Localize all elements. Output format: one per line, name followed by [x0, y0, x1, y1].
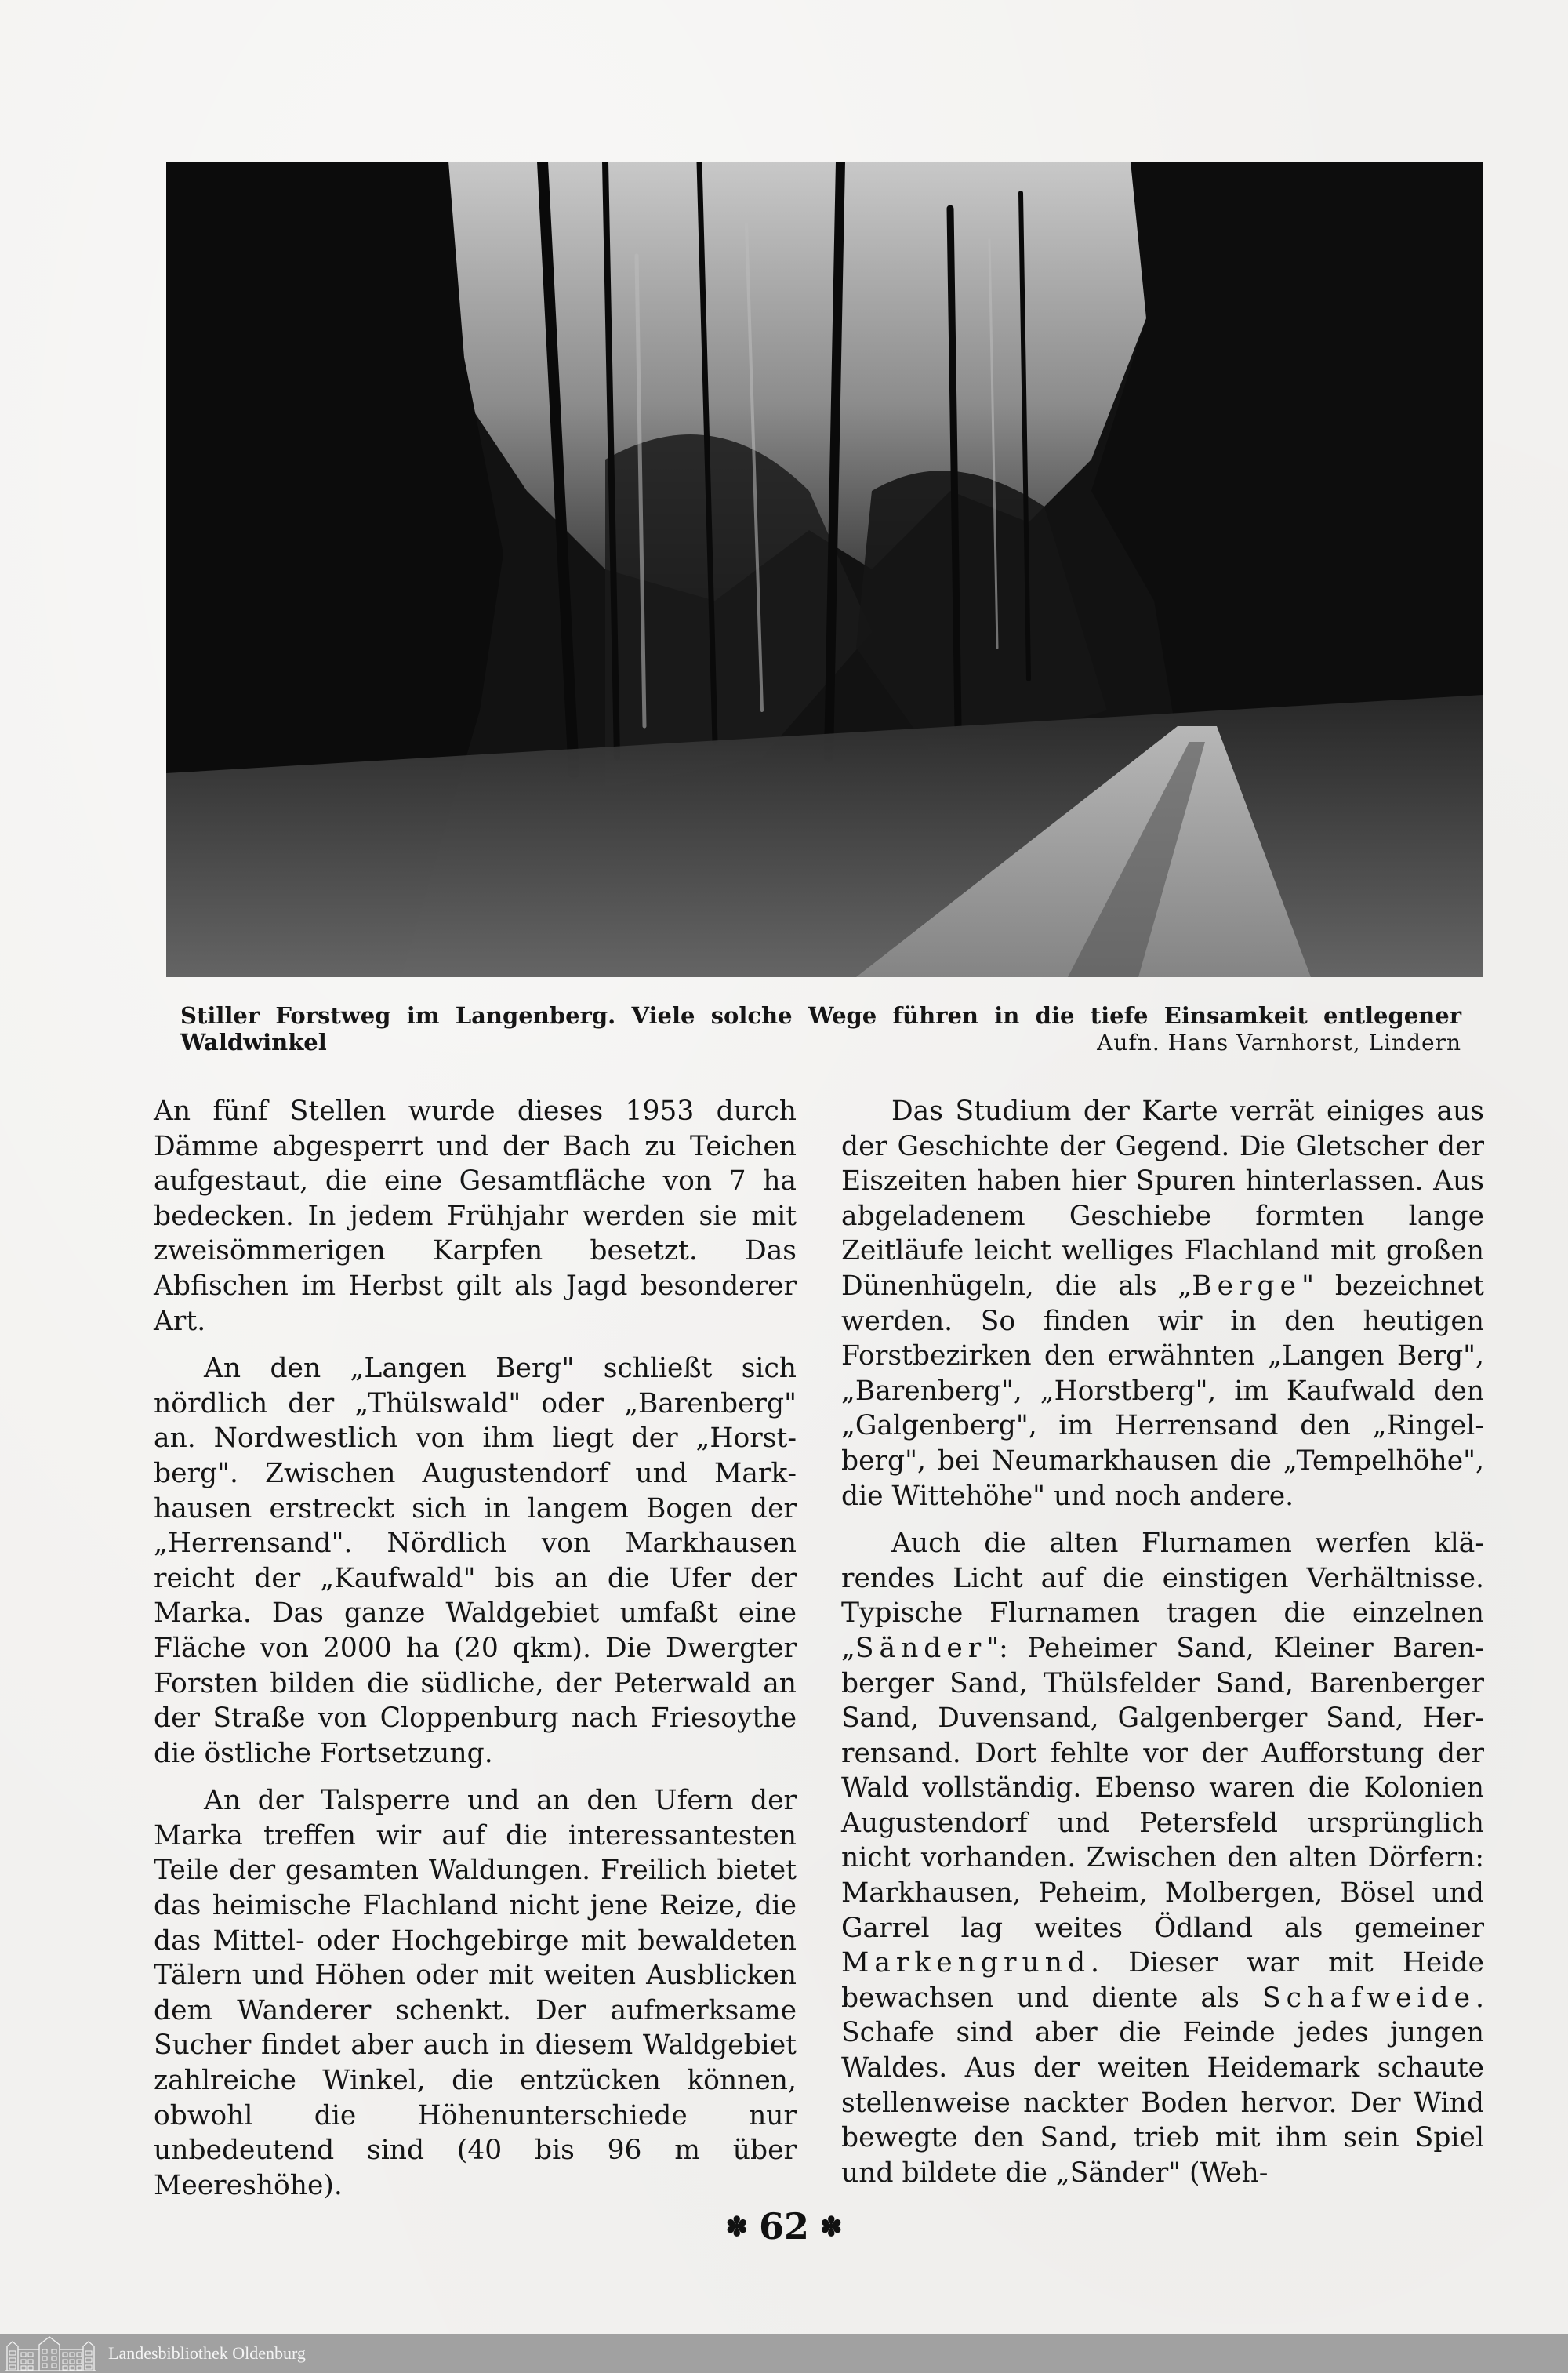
- ornament-star-icon: ✽: [725, 2211, 748, 2243]
- text-run: . Dieser war mit Heide bewachsen und diente als: [841, 1947, 1484, 2014]
- photo-credit: Aufn. Hans Varnhorst, Lindern: [1097, 1030, 1461, 1056]
- ornament-star-icon: ✽: [820, 2211, 843, 2243]
- forest-path-photo: [166, 162, 1483, 977]
- text-run: Auch die alten Flurnamen werfen klärendes Licht auf die einstigen Verhältnisse. Typische Flurnamen tragen die einzelnen „: [841, 1528, 1484, 1664]
- paragraph: [841, 1526, 1484, 2190]
- left-text-column: [154, 1094, 797, 2215]
- photo-caption: [180, 1002, 1461, 1056]
- forest-photo-illustration: [166, 162, 1483, 977]
- emphasized-term: Schafweide: [1262, 1982, 1476, 2014]
- paragraph: An fünf Stellen wurde dieses 1953 durch Dämme abgesperrt und der Bach zu Teichen aufgestaut, die eine Gesamtfläche von 7 ha bedecken. In jedem Frühjahr werden sie mit zweisömmerigen Karpfen besetzt. Das Abfischen im Herbst gilt als Jagd besonderer Art.: [154, 1096, 797, 1337]
- text-run: Das Studium der Karte verrät einiges aus der Geschichte der Gegend. Die Gletscher der Eiszeiten haben hier Spuren hinterlassen. Aus abgeladenem Geschiebe formten lange Zeitläufe leicht welliges Flachland mit großen Dünenhügeln, die als „: [841, 1096, 1484, 1302]
- paragraph: An den „Langen Berg" schließt sich nördlich der „Thülswald" oder „Barenberg" an. Nordwestlich von ihm liegt der „Horstberg". Zwischen Augustendorf und Markhausen erstreckt sich in langem Bogen der „Herrensand". Nördlich von Markhausen reicht der „Kaufwald" bis an die Ufer der Marka. Das ganze Waldgebiet umfaßt eine Fläche von 2000 ha (20 qkm). Die Dwergter Forsten bilden die südliche, der Peterwald an der Straße von Cloppenburg nach Friesoythe die östliche Fortsetzung.: [154, 1353, 797, 1769]
- text-run: . Schafe sind aber die Feinde jedes jungen Waldes. Aus der weiten Heidemark schaute stellenweise nackter Boden hervor. Der Wind bewegte den Sand, trieb mit ihm sein Spiel und bildete die „Sänder" (Weh-: [841, 1982, 1484, 2189]
- text-run: " bezeichnet werden. So finden wir in den heutigen Forstbezirken den erwähnten „Langen Berg", „Barenberg", „Horstberg", im Kaufwald den „Galgenberg", im Herrensand den „Ringelberg", bei Neumarkhausen die „Tempelhöhe", die Wittehöhe" und noch andere.: [841, 1270, 1484, 1512]
- text-run: ": Peheimer Sand, Kleiner Barenberger Sand, Thülsfelder Sand, Barenberger Sand, Duvensand, Galgenberger Sand, Herrensand. Dort fehlte vor der Aufforstung der Wald vollständig. Ebenso waren die Kolonien Augustendorf und Petersfeld ursprünglich nicht vorhanden. Zwischen den alten Dörfern: Markhausen, Peheim, Molbergen, Bösel und Garrel lag weites Ödland als gemeiner: [841, 1632, 1484, 1944]
- library-building-icon: [5, 2335, 97, 2371]
- emphasized-term: Sänder: [855, 1632, 987, 1664]
- paragraph: [841, 1094, 1484, 1514]
- paragraph: An der Talsperre und an den Ufern der Marka treffen wir auf die interessantesten Teile der gesamten Waldungen. Freilich bietet das heimische Flachland nicht jene Reize, die das Mittel- oder Hochgebirge mit bewaldeten Tälern und Höhen oder mit weiten Ausblicken dem Wanderer schenkt. Der aufmerksame Sucher findet aber auch in diesem Waldgebiet zahlreiche Winkel, die entzücken können, obwohl die Höhenunterschiede nur unbedeutend sind (40 bis 96 m über Meereshöhe).: [154, 1785, 797, 2201]
- page-number: [0, 2205, 1568, 2248]
- library-footer-bar: [0, 2334, 1568, 2373]
- caption-title: Stiller Forstweg im Langenberg. Viele solche Wege führen in die tiefe Einsamkeit entlegener: [180, 1002, 1461, 1029]
- page-number-value: 62: [758, 2205, 809, 2248]
- emphasized-term: Markengrund: [841, 1947, 1091, 1979]
- right-text-column: [841, 1094, 1484, 2203]
- caption-title-continued: Waldwinkel: [180, 1029, 327, 1056]
- emphasized-term: Berge: [1192, 1270, 1302, 1302]
- library-name: Landesbibliothek Oldenburg: [108, 2343, 306, 2363]
